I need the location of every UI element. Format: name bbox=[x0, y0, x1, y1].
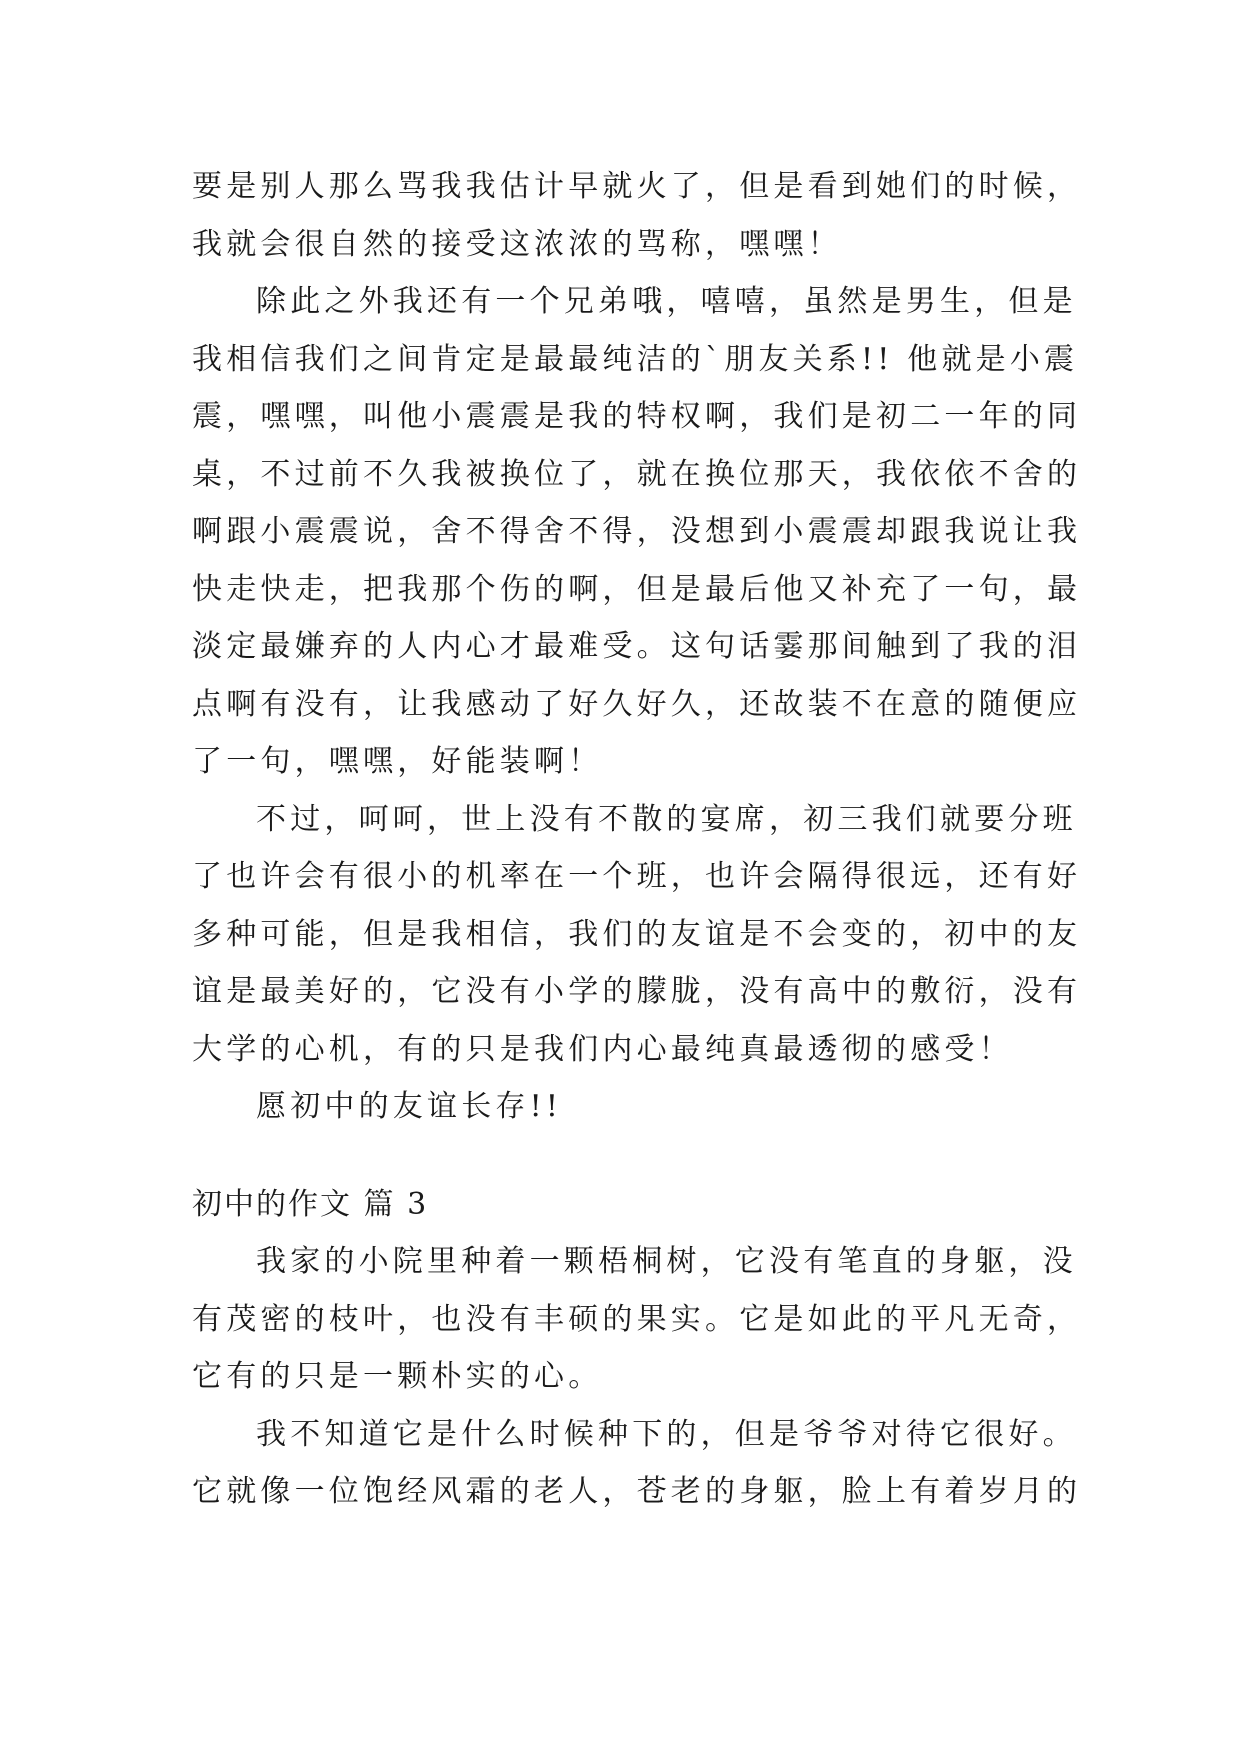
section-gap bbox=[192, 1136, 1054, 1176]
text-line: 了也许会有很小的机率在一个班，也许会隔得很远，还有好 bbox=[192, 859, 1082, 894]
text-line: 我不知道它是什么时候种下的，但是爷爷对待它很好。 bbox=[256, 1416, 1077, 1452]
text-line: 大学的心机，有的只是我们内心最纯真最透彻的感受！ bbox=[192, 1031, 1013, 1067]
paragraph-5 bbox=[192, 1233, 1082, 1406]
text-line: 谊是最美好的，它没有小学的朦胧，没有高中的敷衍，没有 bbox=[192, 974, 1082, 1009]
text-line: 除此之外我还有一个兄弟哦，嘻嘻，虽然是男生，但是 bbox=[256, 284, 1077, 319]
text-line: 了一句，嘿嘿，好能装啊！ bbox=[192, 744, 603, 779]
paragraph-1 bbox=[192, 158, 1082, 273]
text-line: 要是别人那么骂我我估计早就火了，但是看到她们的时候， bbox=[192, 169, 1082, 204]
text-line: 我家的小院里种着一颗梧桐树，它没有笔直的身躯，没 bbox=[256, 1244, 1077, 1279]
text-line: 多种可能，但是我相信，我们的友谊是不会变的，初中的友 bbox=[192, 916, 1082, 952]
paragraph-3 bbox=[192, 791, 1082, 1079]
text-line: 桌，不过前不久我被换位了，就在换位那天，我依依不舍的 bbox=[192, 456, 1082, 492]
text-line: 我相信我们之间肯定是最最纯洁的`朋友关系!! 他就是小震 bbox=[192, 341, 1079, 377]
text-line: 点啊有没有，让我感动了好久好久，还故装不在意的随便应 bbox=[192, 686, 1082, 722]
text-line: 快走快走，把我那个伤的啊，但是最后他又补充了一句，最 bbox=[192, 571, 1082, 607]
text-line: 愿初中的友谊长存!! bbox=[256, 1089, 563, 1124]
paragraph-2 bbox=[192, 273, 1082, 791]
text-line: 不过，呵呵，世上没有不散的宴席，初三我们就要分班 bbox=[256, 801, 1077, 837]
text-line: 我就会很自然的接受这浓浓的骂称，嘿嘿！ bbox=[192, 226, 842, 262]
paragraph-4 bbox=[192, 1078, 1054, 1136]
paragraph-6 bbox=[192, 1406, 1082, 1521]
text-line: 它就像一位饱经风霜的老人，苍老的身躯，脸上有着岁月的 bbox=[192, 1474, 1082, 1509]
text-line: 震，嘿嘿，叫他小震震是我的特权啊，我们是初二一年的同 bbox=[192, 399, 1082, 434]
text-line: 有茂密的枝叶，也没有丰硕的果实。它是如此的平凡无奇， bbox=[192, 1301, 1082, 1337]
section-heading: 初中的作文 篇 3 bbox=[192, 1186, 429, 1222]
text-line: 啊跟小震震说，舍不得舍不得，没想到小震震却跟我说让我 bbox=[192, 514, 1082, 549]
text-line: 它有的只是一颗朴实的心。 bbox=[192, 1359, 603, 1394]
text-line: 淡定最嫌弃的人内心才最难受。这句话霎那间触到了我的泪 bbox=[192, 629, 1082, 664]
document-body bbox=[192, 158, 1082, 1521]
